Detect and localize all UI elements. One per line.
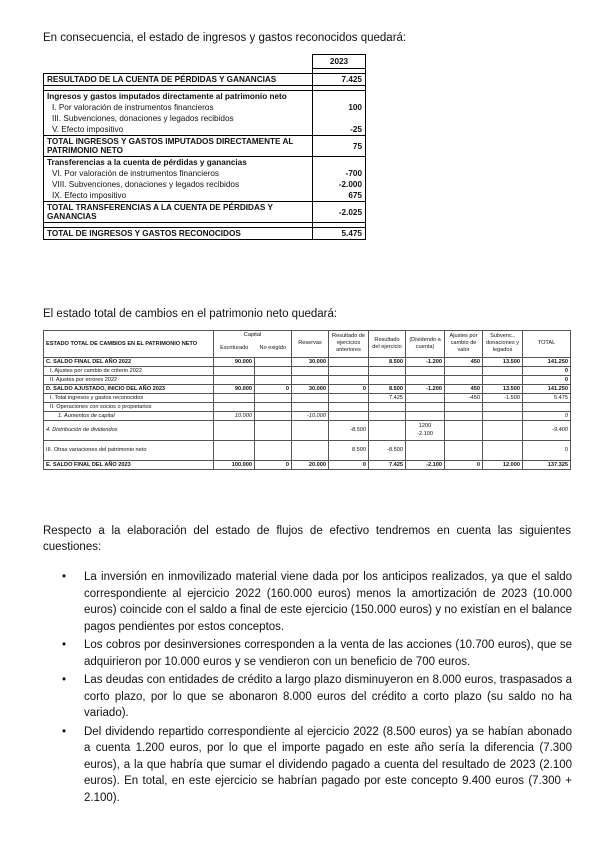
value-transfer-tax: 675 <box>313 190 366 202</box>
list-item: • Los cobros por desinversiones corresponden a la venta de las acciones (10.700 euros), que se adquirieron por 10.000 euros y se vendieron con un beneficio de 700 euros. <box>62 639 572 668</box>
header-ajustes: Ajustes por cambio de valor <box>445 331 483 358</box>
header-dividendo-cuenta: (Dividendo a cuenta) <box>406 331 445 358</box>
value-financial-instruments: 100 <box>313 102 366 113</box>
total-transfers-value: -2.025 <box>313 202 366 223</box>
header-reservas: Reservas <box>292 331 329 358</box>
bullet-icon: • <box>62 571 67 583</box>
header-escriturado: Escriturado <box>214 339 255 357</box>
total-recognized-value: 5.475 <box>313 228 366 240</box>
intro-paragraph-3: Respecto a la elaboración del estado de flujos de efectivo tendremos en cuenta las siguientes cuestiones: <box>43 525 571 553</box>
intro-paragraph-2: El estado total de cambios en el patrimonio neto quedará: <box>43 308 338 320</box>
total-transfers-label: TOTAL TRANSFERENCIAS A LA CUENTA DE PÉRDIDAS Y GANANCIAS <box>44 202 313 223</box>
table-row: I. Total ingresos y gastos reconocidos 7.425 -450 -1.500 5.475 <box>44 393 571 402</box>
total-direct-label: TOTAL INGRESOS Y GASTOS IMPUTADOS DIRECTAMENTE AL PATRIMONIO NETO <box>44 136 313 157</box>
pyg-result-value: 7.425 <box>313 74 366 86</box>
list-item: • Del dividendo repartido correspondiente al ejercicio 2022 (8.500 euros) ya se habían abonado a cuenta 1.200 euros, por lo que el importe pagado en este año sería la diferencia (7.300 euros), a la que habría que sumar el dividendo pagado a cuenta del resultado de 2023 (2.100 euros). En total, en este ejercicio se habrían pagado por este concepto 9.400 euros (7.300 + 2.100). <box>62 725 572 804</box>
row-transfer-subsidies: VIII. Subvenciones, donaciones y legados recibidos <box>44 179 313 190</box>
table-row: II. Operaciones con socios o propietarios <box>44 402 571 411</box>
list-item: • Las deudas con entidades de crédito a largo plazo disminuyeron en 8.000 euros, traspasados a corto plazo, por lo que se abonaron 8.000 euros del crédito a corto plazo (su saldo no ha variado). <box>62 674 572 719</box>
row-financial-instruments: I. Por valoración de instrumentos financieros <box>44 102 313 113</box>
equity-table-title: ESTADO TOTAL DE CAMBIOS EN EL PATRIMONIO NETO <box>44 331 214 358</box>
header-total: TOTAL <box>523 331 571 358</box>
bullet-icon: • <box>62 674 67 686</box>
year-header: 2023 <box>313 55 366 69</box>
direct-imputed-heading: Ingresos y gastos imputados directamente al patrimonio neto <box>44 91 313 103</box>
intro-paragraph-1: En consecuencia, el estado de ingresos y gastos reconocidos quedará: <box>43 32 407 44</box>
value-tax-effect: -25 <box>313 124 366 136</box>
table-row: I. Ajustes por cambio de criterio 2022 0 <box>44 366 571 375</box>
table-row: C. SALDO FINAL DEL AÑO 2022 90.000 30.000 8.500 -1.200 450 13.500 141.250 <box>44 357 571 366</box>
bullet-icon: • <box>62 639 67 651</box>
bullet-icon: • <box>62 725 67 738</box>
total-direct-value: 75 <box>313 136 366 157</box>
equity-changes-table <box>43 330 571 470</box>
row-transfer-tax: IX. Efecto impositivo <box>44 190 313 202</box>
pyg-result-label: RESULTADO DE LA CUENTA DE PÉRDIDAS Y GANANCIAS <box>44 74 313 86</box>
list-item: • La inversión en inmovilizado material viene dada por los anticipos realizados, ya que el saldo correspondiente al ejercicio 2022 (160.000 euros) menos la amortización de 2023 (10.000 euros) coincide con el saldo a final de este ejercicio (150.000 euros) y no existían en el balance pagos pendientes por estos conceptos. <box>62 571 572 633</box>
income-expense-table <box>43 54 366 240</box>
header-resultado-anteriores: Resultado de ejercicios anteriores <box>329 331 369 358</box>
table-row: III. Otras variaciones del patrimonio neto 8.500 -8.500 0 <box>44 440 571 460</box>
table-row: II. Ajustes por errores 2022 0 <box>44 375 571 384</box>
value-transfer-financial: -700 <box>313 168 366 179</box>
header-no-exigido: No exigido <box>255 339 292 357</box>
table-row: E. SALDO FINAL DEL AÑO 2023 100.000 0 20.000 0 7.425 -2.100 0 12.000 137.325 <box>44 460 571 469</box>
table-row: 4. Distribución de dividendos -8.500 1200 -2.100 -9.400 <box>44 420 571 440</box>
header-capital: Capital <box>214 331 292 340</box>
row-transfer-financial: VI. Por valoración de instrumentos financieros <box>44 168 313 179</box>
value-transfer-subsidies: -2.000 <box>313 179 366 190</box>
table-row: D. SALDO AJUSTADO, INICIO DEL AÑO 2023 90.000 0 30.000 0 8.500 -1.200 450 13.500 141.250 <box>44 384 571 393</box>
row-subsidies: III. Subvenciones, donaciones y legados recibidos <box>44 113 313 124</box>
row-tax-effect: V. Efecto impositivo <box>44 124 313 136</box>
total-recognized-label: TOTAL DE INGRESOS Y GASTOS RECONOCIDOS <box>44 228 313 240</box>
header-resultado-ejercicio: Resultado del ejercicio <box>369 331 406 358</box>
header-subvenciones: Subvenc., donaciones y legados <box>483 331 523 358</box>
table-row: 1. Aumentos de capital 10.000 -10.000 0 <box>44 411 571 420</box>
transfers-heading: Transferencias a la cuenta de pérdidas y ganancias <box>44 157 313 169</box>
cash-flow-notes-list <box>62 569 572 808</box>
